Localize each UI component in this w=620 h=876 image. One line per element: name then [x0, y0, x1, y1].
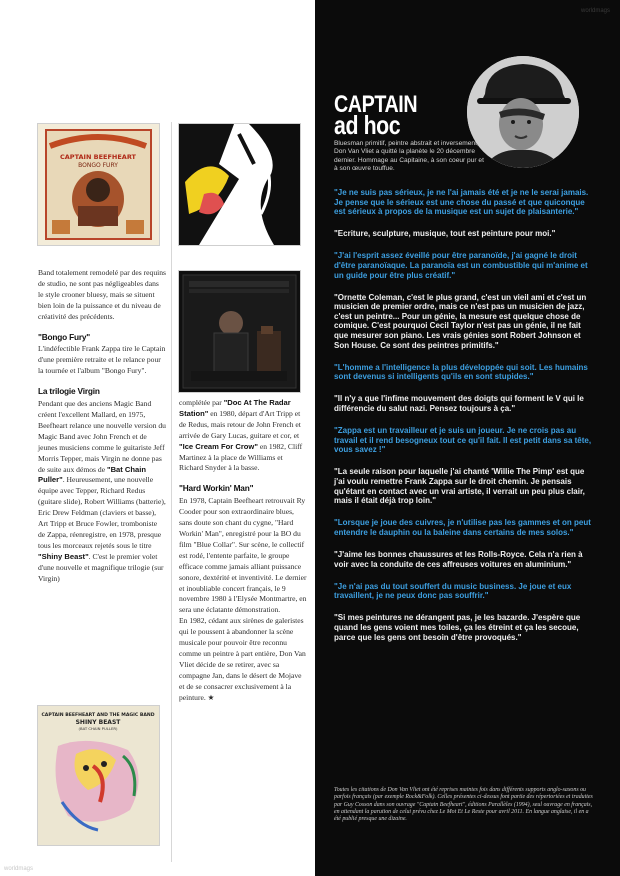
bongo-fury-title-text: BONGO FURY	[78, 162, 118, 169]
bold-shiny-beast: "Shiny Beast"	[38, 551, 89, 561]
quote-item: "L'homme a l'intelligence la plus développée qui soit. Les humains sont devenus si intelligents qu'ils en sont stupides."	[334, 362, 588, 382]
quote-item: "Ecriture, sculpture, musique, tout est peinture pour moi."	[334, 229, 556, 239]
paragraph-trilogie-virgin: Pendant que des anciens Magic Band créent l'excellent Mallard, en 1975, Beefheart relance une nouvelle version du Magic Band avec John French et de jeunes musiciens comme le guitariste Jeff Morris Tepper, mais Virgin ne donne pas de suite aux démos de "Bat Chain Puller". Heureusement, une nouvelle équipe avec Tepper, Richard Redus (guitare slide), Robert Williams (batterie), Eric Drew Feldman (claviers et basse), Art Tripp et Bruce Fowler, tromboniste de Zappa, réenregistre, en 1978, presque tous les morceaux rejetés sous le titre "Shiny Beast". C'est le premier volet d'une nouvelle et magnifique trilogie (sur Virgin)	[38, 399, 166, 583]
article-title	[334, 91, 418, 140]
title-line-1: CAPTAIN	[334, 91, 418, 118]
quote-item: "Je ne suis pas sérieux, je ne l'ai jamais été et je ne le serai jamais. Je pense que le sérieux est une chose du passé et que quiconque est sérieux à propos de la musique est un sujet de plaisanterie."	[334, 188, 589, 217]
quotes-list	[334, 188, 592, 655]
quote-item: "Je n'ai pas du tout souffert du music business. Je joue et eux travaillent, je ne peux donc pas souffrir."	[334, 581, 572, 601]
quote-item: "La seule raison pour laquelle j'ai chanté 'Willie The Pimp' est que j'ai voulu remettre Frank Zappa sur le droit chemin. Je pensais qu'étant en contact avec un vrai artiste, il verrait un peu plus clair, mais il était déjà trop loin."	[334, 467, 585, 506]
heading-trilogie-virgin: La trilogie Virgin	[38, 386, 100, 397]
title-line-2: ad hoc	[334, 110, 401, 140]
column-divider	[171, 122, 172, 862]
shiny-beast-subtitle-text: (BAT CHAIN PULLER)	[78, 726, 118, 731]
album-cover-shiny-beast	[38, 706, 159, 845]
paragraph-doc-radar: complétée par "Doc At The Radar Station" en 1980, départ d'Art Tripp et de Redus, mais retour de John French et arrivée de Gary Lucas, guitare et cor, et "Ice Cream For Crow" en 1982, Cliff Martinez à la place de Williams et Richard Snyder à la basse.	[179, 398, 303, 473]
paragraph-hard-workin-man-1: En 1978, Captain Beefheart retrouvait Ry Cooder pour son extraordinaire blues, sans doute son chant du cygne, "Hard Workin' Man", enregistré pour la BO du film "Blue Collar". Sur scène, le collectif est rodé, l'entente parfaite, le groupe efficace comme jamais alliant puissance sonore, dextérité et inventivité. Le dernier et inoubliable concert français, le 9 novembre 1980 à l'Elysée Montmartre, en sera une éclatante démonstration.	[179, 496, 307, 615]
quote-item: "J'aime les bonnes chaussures et les Rolls-Royce. Cela n'a rien à voir avec la conduite de ces affreuses voitures en aluminium."	[334, 549, 583, 569]
shiny-beast-band-text: CAPTAIN BEEFHEART AND THE MAGIC BAND	[41, 713, 155, 718]
quote-item: "J'ai l'esprit assez éveillé pour être paranoïde, j'ai gagné le droit d'être paranoïaque. La paranoïa est un combustible qui m'anime et un guide pour être plus créatif."	[334, 251, 588, 280]
heading-bongo-fury: "Bongo Fury"	[38, 331, 91, 342]
article-intro: Bluesman primitif, peintre abstrait et inversement, Don Van Vliet a quitté la planète le 20 décembre dernier. Hommage au Capitaine, à son coeur pur et à son œuvre touffue.	[334, 140, 484, 173]
quote-item: "Lorsque je joue des cuivres, je n'utilise pas les gammes et on peut entendre le dauphin ou la baleine dans certains de mes solos."	[334, 518, 591, 537]
album-cover-doc-at-the-radar-station	[179, 124, 300, 245]
album-cover-bongo-fury	[38, 124, 159, 245]
paragraph-intro: Band totalement remodelé par des requins de studio, ne sont pas négligeables dans le style crooner bluesy, mais se situent bien loin de la puissance et du niveau de créativité des précédents.	[38, 268, 166, 321]
quote-item: "Il n'y a que l'infime mouvement des doigts qui forment le V qui le différencie du salut nazi. Pensez toujours à ça."	[334, 394, 584, 413]
left-article-column	[38, 268, 166, 593]
album-cover-ice-cream-for-crow	[179, 271, 300, 392]
footnote: Toutes les citations de Don Van Vliet ont été reprises maintes fois dans différents supports anglo-saxons ou parfois français (par exemple Rock&Folk). Celles présentes ci-dessus font partie des répertoriées et traduites par Guy Cosson dans son ouvrage "Captain Beefheart", éditions Parallèles (1994), seul ouvrage en français, en attendant la parution de celui prévu chez Le Mot Et Le Reste pour avril 2011. En langue anglaise, il en a été publié presque une dizaine.	[334, 787, 593, 823]
quote-item: "Ornette Coleman, c'est le plus grand, c'est un vieil ami et c'est un musicien de premier ordre, mais ce n'est pas un musicien de jazz, c'est un peintre... Pour un génie, la mesure est quelque chose de comique. C'est pourquoi Cecil Taylor n'est pas un génie, il ne fait que mesurer son piano. Les vrais génies sont Robert Johnson et Son House. Ce sont des peintres primitifs."	[334, 292, 587, 350]
bold-bat-chain-puller: "Bat Chain Puller"	[38, 464, 147, 485]
quote-item: "Zappa est un travailleur et je suis un joueur. Je ne crois pas au travail et il rend besogneux tout ce qu'il fait. Il est petit dans sa tête, vous savez !"	[334, 426, 592, 455]
shiny-beast-title-text: SHINY BEAST	[75, 719, 121, 726]
watermark-bottom-left: worldmags	[4, 866, 34, 872]
middle-article-column	[179, 398, 307, 712]
bold-ice-cream-for-crow: "Ice Cream For Crow"	[179, 441, 258, 451]
bongo-fury-band-text: CAPTAIN BEEFHEART	[60, 153, 136, 161]
quote-item: "Si mes peintures ne dérangent pas, je les bazarde. J'espère que quand les gens voient mes toiles, ça les étreint et ça les secoue, parce que les gens ont besoin d'être provoqués."	[334, 613, 581, 642]
heading-hard-workin-man: "Hard Workin' Man"	[179, 483, 254, 494]
watermark-top-right: worldmags	[580, 8, 610, 14]
bold-doc-at-the-radar-station: "Doc At The Radar Station"	[179, 398, 291, 418]
paragraph-hard-workin-man-2: En 1982, cédant aux sirènes de galeristes qui le poussent à abandonner la scène musicale pour pouvoir être reconnu comme un peintre à part entière, Don Van Vliet décide de se retirer, avec sa compagne Jan, dans le désert de Mojave et de se consacrer exclusivement à la peinture. ★	[179, 616, 306, 702]
paragraph-bongo-fury: L'indéfectible Frank Zappa tire le Captain d'une première retraite et le relance pour la tournée et l'album "Bongo Fury".	[38, 344, 166, 376]
